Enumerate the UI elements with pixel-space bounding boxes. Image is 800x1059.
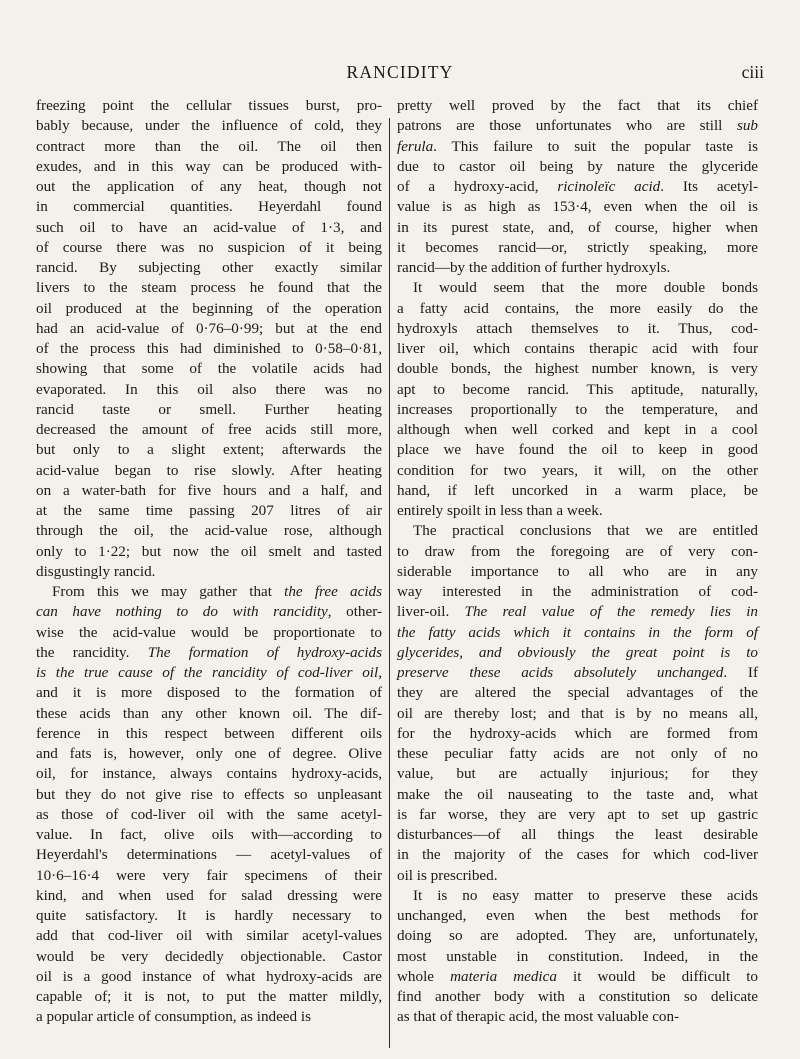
text-segment: rancid—by the addition of further hydroxyls.: [397, 259, 671, 276]
text-segment: as those of cod-liver oil with the same acetyl-: [36, 805, 382, 823]
text-segment: apt to become rancid. This aptitude, naturally,: [397, 380, 758, 398]
text-line: [397, 461, 758, 481]
text-line: [36, 562, 382, 582]
text-segment: liver oil, which contains therapic acid with four: [397, 340, 758, 357]
text-line: [397, 663, 758, 683]
text-segment: of the process this had diminished to 0·58–0·81,: [36, 340, 382, 357]
text-segment: wise the acid-value would be proportionate to: [36, 623, 382, 641]
text-segment: of a hydroxy-acid,: [397, 178, 558, 195]
text-line: [36, 1007, 382, 1027]
text-line: [36, 785, 382, 805]
text-segment: out the application of any heat, though not: [36, 178, 382, 195]
text-segment: value, but are actually injurious; for they: [397, 765, 758, 783]
text-line: [397, 359, 758, 379]
text-line: [397, 785, 758, 805]
text-segment: ,: [378, 664, 382, 681]
text-segment: such oil to have an acid-value of 1·3, and: [36, 218, 382, 236]
text-line: [36, 866, 382, 886]
text-line: [397, 339, 758, 359]
text-segment: siderable importance to all who are in any: [397, 562, 758, 580]
text-segment: most unstable in constitution. Indeed, in the: [397, 947, 758, 965]
italic-text: the free acids: [284, 583, 382, 600]
text-line: [397, 947, 758, 967]
italic-text: sub: [736, 117, 758, 135]
text-segment: bably because, under the influence of cold, they: [36, 117, 382, 135]
text-segment: to draw from the foregoing are of very con-: [397, 542, 758, 560]
right-column: [397, 96, 758, 1028]
text-line: [36, 177, 382, 197]
text-line: [36, 663, 382, 683]
text-segment: evaporated. In this oil also there was no: [36, 380, 382, 398]
text-line: [397, 157, 758, 177]
text-segment: increases proportionally to the temperature, and: [397, 400, 758, 418]
text-line: [36, 258, 382, 278]
text-segment: doing so are adopted. They are, unfortunately,: [397, 927, 758, 945]
text-segment: . If: [723, 664, 758, 681]
text-segment: a fatty acid contains, the more easily do the: [397, 299, 758, 317]
text-line: [36, 947, 382, 967]
text-line: [36, 987, 382, 1007]
italic-text: is the true cause of the rancidity of cod-liver oil: [36, 664, 379, 681]
text-line: [397, 1007, 758, 1027]
text-line: [36, 582, 382, 602]
text-segment: in the majority of the cases for which cod-liver: [397, 846, 758, 864]
text-line: [36, 380, 382, 400]
text-line: [397, 481, 758, 501]
text-segment: at the same time passing 207 litres of air: [36, 502, 382, 519]
text-segment: pretty well proved by the fact that its chief: [397, 97, 758, 114]
text-line: [397, 562, 758, 582]
text-line: [397, 602, 758, 622]
text-line: [397, 521, 758, 541]
text-line: [397, 501, 758, 521]
text-segment: rancid. By subjecting other exactly similar: [36, 259, 382, 276]
text-segment: and it is more disposed to the formation of: [36, 684, 382, 702]
text-segment: The practical conclusions that we are entitled: [413, 522, 758, 540]
text-segment: add that cod-liver oil with similar acetyl-values: [36, 927, 382, 945]
text-segment: oil produced at the beginning of the operation: [36, 299, 382, 317]
italic-text: glycerides, and obviously the great point is to: [397, 643, 758, 661]
italic-text: The real value of the remedy lies in: [464, 603, 758, 621]
text-segment: a popular article of consumption, as indeed is: [36, 1008, 311, 1026]
text-line: [397, 420, 758, 440]
text-line: [397, 683, 758, 703]
text-segment: unchanged, even when the best methods for: [397, 907, 758, 924]
text-segment: whole: [397, 967, 451, 985]
text-line: [36, 623, 382, 643]
text-line: [397, 886, 758, 906]
text-segment: hydroxyls attach themselves to it. Thus, cod-: [397, 319, 758, 337]
text-segment: contract more than the oil. The oil then: [36, 137, 382, 155]
text-line: [397, 967, 758, 987]
text-segment: the rancidity.: [36, 643, 148, 661]
text-line: [397, 805, 758, 825]
text-line: [397, 197, 758, 217]
text-line: [397, 987, 758, 1007]
text-line: [397, 724, 758, 744]
text-line: [36, 724, 382, 744]
text-line: [397, 623, 758, 643]
text-line: [397, 704, 758, 724]
text-line: [36, 238, 382, 258]
text-segment: in commercial quantities. Heyerdahl found: [36, 198, 382, 216]
text-segment: they are altered the special advantages of the: [397, 684, 758, 702]
text-line: [397, 319, 758, 339]
text-line: [397, 116, 758, 136]
text-line: [397, 542, 758, 562]
text-segment: . Its acetyl-: [660, 178, 759, 195]
text-segment: although when well corked and kept in a cool: [397, 421, 758, 438]
text-segment: decreased the amount of free acids still more,: [36, 421, 382, 438]
text-line: [36, 278, 382, 298]
text-segment: exudes, and in this way can be produced with-: [36, 157, 382, 175]
text-segment: oil are thereby lost; and that is by no means all,: [397, 704, 758, 722]
text-line: [36, 967, 382, 987]
text-line: [397, 299, 758, 319]
text-line: [36, 461, 382, 481]
text-line: [36, 764, 382, 784]
text-segment: for the hydroxy-acids which are formed from: [397, 724, 758, 742]
text-line: [36, 116, 382, 136]
text-segment: these acids than any other known oil. The dif-: [36, 704, 382, 722]
text-segment: condition for two years, it will, on the other: [397, 461, 758, 479]
text-line: [36, 440, 382, 460]
text-line: [36, 683, 382, 703]
text-line: [36, 400, 382, 420]
text-line: [36, 339, 382, 359]
text-segment: hand, if left uncorked in a warm place, be: [397, 481, 758, 499]
text-segment: is far worse, they are very apt to set up gastric: [397, 805, 758, 823]
text-line: [397, 278, 758, 298]
text-line: [36, 845, 382, 865]
text-line: [36, 906, 382, 926]
text-line: [397, 218, 758, 238]
text-segment: through the oil, the acid-value rose, although: [36, 522, 382, 540]
text-line: [397, 258, 758, 278]
text-segment: double bonds, the highest number known, is very: [397, 360, 758, 378]
text-segment: but they do not give rise to effects so unpleasant: [36, 785, 382, 803]
text-line: [397, 764, 758, 784]
text-line: [36, 602, 382, 622]
text-line: [397, 400, 758, 420]
text-line: [36, 359, 382, 379]
text-segment: value is as high as 153·4, even when the oil is: [397, 198, 758, 216]
text-line: [36, 704, 382, 724]
text-line: [36, 420, 382, 440]
text-line: [36, 825, 382, 845]
italic-text: can have nothing to do with rancidity: [36, 603, 328, 621]
text-segment: freezing point the cellular tissues burst, pro-: [36, 97, 382, 114]
text-segment: entirely spoilt in less than a week.: [397, 502, 603, 519]
column-divider: [389, 118, 390, 1048]
text-segment: oil is prescribed.: [397, 866, 498, 884]
text-segment: , other-: [327, 603, 382, 621]
text-segment: disturbances—of all things the least desirable: [397, 826, 758, 843]
text-line: [36, 542, 382, 562]
text-segment: It would seem that the more double bonds: [413, 279, 758, 297]
text-line: [36, 197, 382, 217]
text-segment: From this we may gather that: [52, 583, 285, 600]
text-segment: acid-value began to rise slowly. After heating: [36, 461, 382, 479]
text-line: [397, 825, 758, 845]
text-segment: it would be difficult to: [556, 967, 758, 985]
text-line: [397, 238, 758, 258]
text-segment: find another body with a constitution so delicate: [397, 988, 758, 1005]
text-segment: It is no easy matter to preserve these acids: [413, 886, 758, 904]
text-segment: disgustingly rancid.: [36, 562, 156, 580]
text-segment: of course there was no suspicion of it being: [36, 238, 382, 256]
text-line: [397, 643, 758, 663]
text-segment: capable of; it is not, to put the matter mildly,: [36, 988, 382, 1005]
text-segment: liver-oil.: [397, 603, 465, 621]
italic-text: materia medica: [450, 967, 557, 985]
text-segment: livers to the steam process he found that the: [36, 279, 382, 297]
text-line: [397, 926, 758, 946]
text-line: [36, 157, 382, 177]
text-line: [36, 137, 382, 157]
text-segment: place we have found the oil to keep in good: [397, 441, 758, 459]
text-line: [36, 501, 382, 521]
text-segment: Heyerdahl's determinations — acetyl-values of: [36, 846, 382, 864]
text-line: [36, 96, 382, 116]
italic-text: ricinoleïc acid: [557, 178, 661, 195]
text-line: [397, 137, 758, 157]
text-line: [36, 744, 382, 764]
text-line: [397, 845, 758, 865]
text-segment: due to castor oil being by nature the glyceride: [397, 157, 758, 175]
text-line: [36, 926, 382, 946]
text-line: [36, 319, 382, 339]
page-number: ciii: [741, 62, 764, 82]
italic-text: the fatty acids which it contains in the form of: [397, 623, 758, 641]
text-segment: rancid taste or smell. Further heating: [36, 400, 382, 418]
running-title: RANCIDITY: [346, 62, 454, 82]
text-line: [36, 886, 382, 906]
text-segment: as that of therapic acid, the most valuable con-: [397, 1008, 680, 1026]
text-segment: showing that some of the volatile acids had: [36, 360, 382, 378]
text-segment: on a water-bath for five hours and a half, and: [36, 481, 382, 499]
text-line: [397, 177, 758, 197]
text-line: [36, 643, 382, 663]
text-line: [36, 521, 382, 541]
text-segment: had an acid-value of 0·76–0·99; but at the end: [36, 319, 382, 337]
text-segment: would be very decidedly objectionable. Castor: [36, 947, 382, 965]
text-line: [397, 380, 758, 400]
text-segment: it becomes rancid—or, strictly speaking, more: [397, 238, 758, 256]
text-line: [36, 481, 382, 501]
text-segment: way interested in the administration of cod-: [397, 583, 758, 600]
text-segment: patrons are those unfortunates who are still: [397, 117, 737, 135]
text-segment: these peculiar fatty acids are not only of no: [397, 745, 758, 762]
text-segment: but only to a slight extent; afterwards the: [36, 441, 382, 459]
text-segment: oil is a good instance of what hydroxy-acids are: [36, 967, 382, 985]
italic-text: preserve these acids absolutely unchanged: [397, 664, 724, 681]
text-segment: in its purest state, and, of course, higher when: [397, 218, 758, 236]
text-segment: 10·6–16·4 were very fair specimens of their: [36, 866, 382, 884]
text-line: [397, 866, 758, 886]
page-header: [0, 62, 800, 88]
text-segment: . This failure to suit the popular taste is: [433, 137, 758, 155]
text-line: [397, 906, 758, 926]
text-line: [397, 96, 758, 116]
text-line: [397, 440, 758, 460]
text-segment: only to 1·22; but now the oil smelt and tasted: [36, 542, 382, 560]
italic-text: The formation of hydroxy-acids: [147, 643, 382, 661]
text-line: [397, 582, 758, 602]
text-line: [36, 299, 382, 319]
text-line: [36, 805, 382, 825]
left-column: [36, 96, 382, 1028]
text-segment: value. In fact, olive oils with—according to: [36, 826, 382, 843]
text-segment: and fats is, however, only one of degree. Olive: [36, 745, 382, 762]
text-line: [397, 744, 758, 764]
text-line: [36, 218, 382, 238]
text-segment: make the oil nauseating to the taste and, what: [397, 785, 758, 803]
text-segment: oil, for instance, always contains hydroxy-acids,: [36, 765, 382, 783]
text-segment: quite satisfactory. It is hardly necessary to: [36, 907, 382, 924]
italic-text: ferula: [397, 137, 434, 155]
text-segment: ference in this respect between different oils: [36, 724, 382, 742]
text-segment: kind, and when used for salad dressing were: [36, 886, 382, 904]
